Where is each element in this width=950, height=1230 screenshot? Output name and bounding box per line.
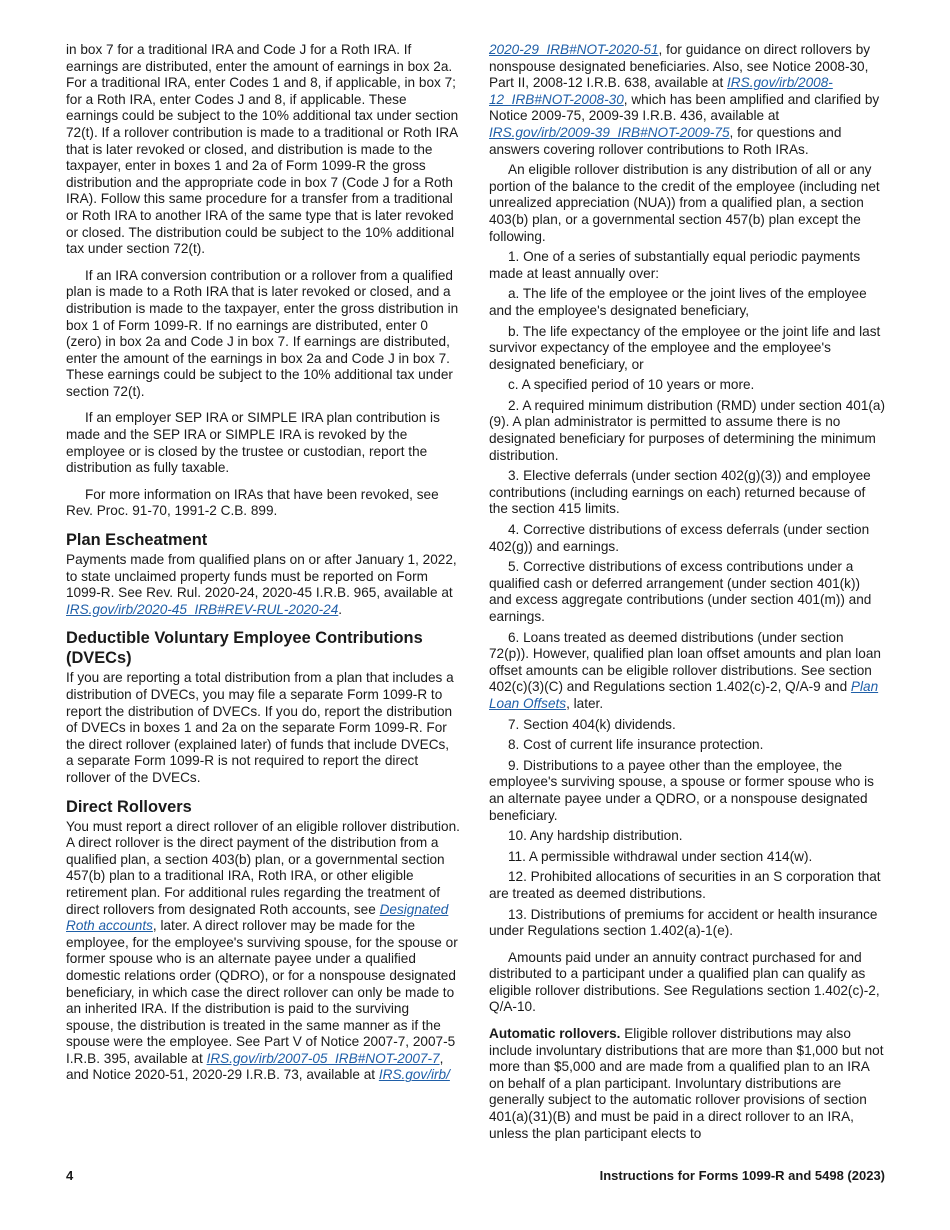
list-item: b. The life expectancy of the employee or the joint life and last survivor expectancy of the employee and the employee's designated beneficiary, or — [489, 323, 881, 372]
paragraph: in box 7 for a traditional IRA and Code J for a Roth IRA. If earnings are distributed, enter the amount of earnings in box 2a. For a traditional IRA, enter Codes 1 and 8, if applicable, in box 7; for a Roth IRA, enter Codes J and 8, if applicable. These earnings could be subject to the 10% additional tax under section 72(t). If a rollover contribution is made to a traditional or Roth IRA that is later revoked or closed, and distribution is made to the taxpayer, enter in boxes 1 and 2a of Form 1099-R the gross distribution and the appropriate code in box 7 (Code J for a Roth IRA). Follow this same procedure for a transfer from a traditional or Roth IRA to another IRA of the same type that is later revoked or closed. The distribution could be subject to the 10% additional tax under section 72(t). — [66, 42, 459, 257]
paragraph: Amounts paid under an annuity contract purchased for and distributed to a participant under a qualified plan can qualify as eligible rollover distributions. See Regulations section 1.402(c)-2, Q/A-10. — [489, 949, 880, 1015]
link-plan-loan-offsets[interactable]: Plan Loan Offsets — [489, 679, 879, 711]
document-title: Instructions for Forms 1099-R and 5498 (2023) — [599, 1168, 885, 1183]
list-item: c. A specified period of 10 years or more. — [508, 377, 755, 393]
paragraph: If an employer SEP IRA or SIMPLE IRA plan contribution is made and the SEP IRA or SIMPLE IRA is revoked by the employee or is closed by the trustee or custodian, report the distribution as fully taxable. — [66, 410, 440, 476]
heading-direct-rollovers: Direct Rollovers — [66, 797, 192, 816]
link-notice-2020-51[interactable]: IRS.gov/irb/ — [378, 1067, 450, 1083]
text: . — [338, 601, 343, 617]
run-in-heading-automatic-rollovers: Automatic rollovers. — [489, 1026, 621, 1042]
paragraph — [489, 1026, 885, 1142]
link-designated-roth-accounts[interactable]: Designated Roth accounts — [66, 901, 449, 934]
list-item: 13. Distributions of premiums for accident or health insurance under Regulations section 1.402(a)-1(e). — [489, 906, 878, 939]
list-item: 11. A permissible withdrawal under section 414(w). — [508, 848, 813, 864]
paragraph: An eligible rollover distribution is any distribution of all or any portion of the balance to the credit of the employee (including net unrealized appreciation (NUA)) from a qualified plan, a section 403(b) plan, or a governmental section 457(b) plan except the following. — [489, 162, 880, 244]
paragraph: For more information on IRAs that have been revoked, see Rev. Proc. 91-70, 1991-2 C.B. 899. — [66, 486, 439, 519]
list-item: 7. Section 404(k) dividends. — [508, 716, 676, 732]
text: , for questions and answers covering rollover contributions to Roth IRAs. — [489, 124, 842, 157]
paragraph: If you are reporting a total distribution from a plan that includes a distribution of DVECs, you may file a separate Form 1099-R to report the distribution of DVECs. If you do, report the distribution of DVECs in boxes 1 and 2a on the separate Form 1099-R. For the direct rollover (explained later) of funds that include DVECs, a separate Form 1099-R is not required to report the direct rollover of the DVECs. — [66, 670, 454, 785]
list-item: 10. Any hardship distribution. — [508, 828, 683, 844]
page-number: 4 — [66, 1168, 74, 1183]
text: , and Notice 2020-51, 2020-29 I.R.B. 73, available at — [66, 1050, 444, 1083]
text: Eligible rollover distributions may also include involuntary distributions that are more than $1,000 but not more than $5,000 and are made from a qualified plan to an IRA on behalf of a plan participant. Involuntary distributions are generally subject to the automatic rollover provisions of section 401(a)(31)(B) and must be paid in a direct rollover to an IRA, unless the plan participant elects to — [489, 1026, 884, 1141]
link-notice-2008-30[interactable]: IRS.gov/irb/2008-12_IRB#NOT-2008-30 — [489, 75, 833, 107]
paragraph — [66, 552, 460, 618]
list-item: 4. Corrective distributions of excess deferrals (under section 402(g)) and earnings. — [489, 522, 870, 554]
list-item: 1. One of a series of substantially equal periodic payments made at least annually over: — [489, 249, 861, 281]
text: 6. Loans treated as deemed distributions (under section 72(p)). However, qualified plan loan offset amounts and plan loan offset amounts can be eligible rollover distributions. See section 402(c)(3)(C) and Regulations section 1.402(c)-2, Q/A-9 and — [489, 629, 881, 695]
link-notice-2020-51-cont[interactable]: 2020-29_IRB#NOT-2020-51 — [489, 42, 659, 57]
text: Payments made from qualified plans on or after January 1, 2022, to state unclaimed property funds must be reported on Form 1099-R. See Rev. Rul. 2020-24, 2020-45 I.R.B. 965, available at — [66, 552, 457, 601]
paragraph — [66, 819, 460, 1085]
heading-dvecs: Deductible Voluntary Employee Contributions (DVECs) — [66, 629, 423, 668]
link-notice-2007-7[interactable]: IRS.gov/irb/2007-05_IRB#NOT-2007-7 — [206, 1050, 440, 1066]
list-item: 12. Prohibited allocations of securities in an S corporation that are treated as deemed distributions. — [489, 869, 881, 901]
list-item: 9. Distributions to a payee other than the employee, the employee's surviving spouse, a spouse or former spouse who is an alternate payee under a QDRO, or a nonspouse designated beneficiary. — [489, 757, 874, 823]
right-column — [489, 42, 885, 1152]
paragraph — [489, 42, 885, 158]
text: , for guidance on direct rollovers by nonspouse designated beneficiaries. Also, see Notice 2008-30, Part II, 2008-12 I.R.B. 638, available at — [489, 42, 871, 91]
list-item: 8. Cost of current life insurance protection. — [508, 737, 764, 753]
text: , later. — [566, 695, 604, 711]
list-item: 2. A required minimum distribution (RMD) under section 401(a)(9). A plan administrator is permitted to assume there is no designated beneficiary for purposes of determining the minimum distribution. — [489, 397, 886, 463]
paragraph: If an IRA conversion contribution or a rollover from a qualified plan is made to a Roth IRA that is later revoked or closed, and a distribution is made to the taxpayer, enter the gross distribution in box 1 of Form 1099-R. If no earnings are distributed, enter 0 (zero) in box 2a and Code J in box 7. If earnings are distributed, enter the amount of the earnings in box 2a and Code J in box 7. These earnings could be subject to the 10% additional tax under section 72(t). — [66, 267, 459, 399]
link-rev-rul-2020-24[interactable]: IRS.gov/irb/2020-45_IRB#REV-RUL-2020-24 — [66, 601, 339, 617]
list-item: 5. Corrective distributions of excess contributions under a qualified cash or deferred arrangement (under section 401(k)) and excess aggregate contributions (under section 401(m)) and earnings. — [489, 559, 872, 624]
link-notice-2009-75[interactable]: IRS.gov/irb/2009-39_IRB#NOT-2009-75 — [489, 124, 730, 140]
list-item: a. The life of the employee or the joint lives of the employee and the employee's designated beneficiary, — [489, 286, 867, 318]
heading-plan-escheatment: Plan Escheatment — [66, 531, 208, 550]
left-column — [66, 42, 460, 1094]
text: You must report a direct rollover of an eligible rollover distribution. A direct rollover is the direct payment of the distribution from a qualified plan, a section 403(b) plan, or a governmental section 457(b) plan to a traditional IRA, Roth IRA, or other eligible retirement plan. For additional rules regarding the treatment of direct rollovers from designated Roth accounts, see — [66, 818, 460, 917]
list-item: 3. Elective deferrals (under section 402(g)(3)) and employee contributions (including earnings on each) returned because of the section 415 limits. — [489, 468, 871, 517]
text: , later. A direct rollover may be made for the employee, for the employee's surviving spouse, for the spouse or former spouse who is an alternate payee under a qualified domestic relations order (QDRO), or for a nonspouse designated beneficiary, in which case the direct rollover can only be made to an inherited IRA. If the distribution is paid to the surviving spouse, the distribution is treated in the same manner as if the spouse were the employee. See Part V of Notice 2007-7, 2007-5 I.R.B. 395, available at — [66, 918, 458, 1066]
list-item — [489, 630, 885, 713]
text: , which has been amplified and clarified by Notice 2009-75, 2009-39 I.R.B. 436, available at — [489, 91, 880, 124]
